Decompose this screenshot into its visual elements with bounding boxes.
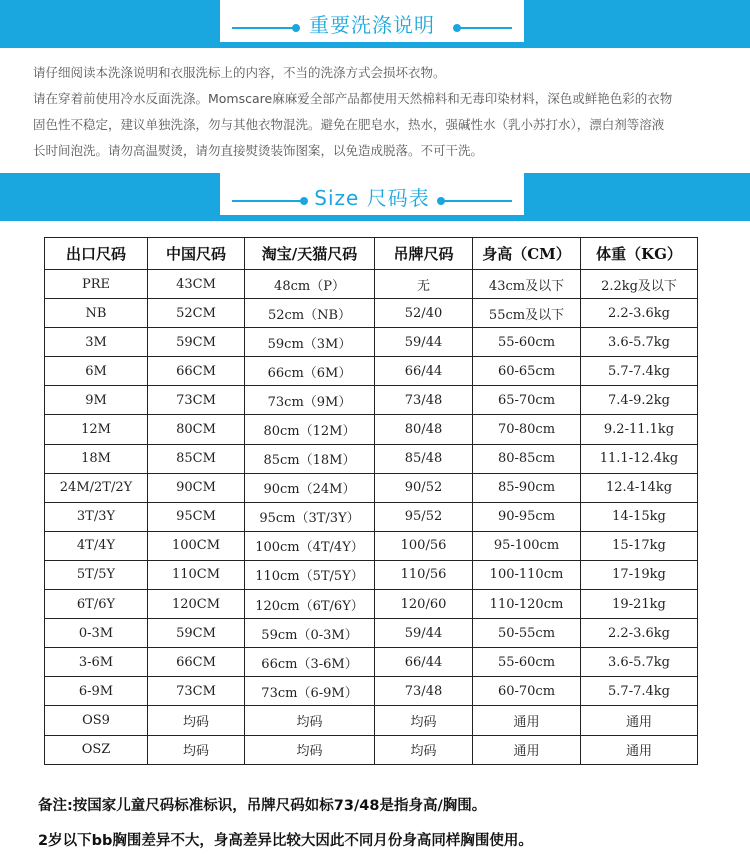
cell-taobao-size: 95cm（3T/3Y） <box>245 502 375 531</box>
cell-tag-size: 66/44 <box>375 648 473 677</box>
cell-china-size: 85CM <box>148 444 245 473</box>
cell-export-size: 3T/3Y <box>45 502 148 531</box>
table-row <box>45 706 698 735</box>
header-export-size: 出口尺码 <box>45 238 148 270</box>
cell-weight: 5.7-7.4kg <box>581 357 698 386</box>
table-row <box>45 270 698 299</box>
banner-plate <box>220 173 524 219</box>
header-china-size: 中国尺码 <box>148 238 245 270</box>
cell-taobao-size: 100cm（4T/4Y） <box>245 531 375 560</box>
cell-tag-size: 90/52 <box>375 473 473 502</box>
cell-export-size: 12M <box>45 415 148 444</box>
header-tag-size: 吊牌尺码 <box>375 238 473 270</box>
cell-weight: 通用 <box>581 735 698 764</box>
section-banner-size <box>0 173 750 221</box>
banner-dotline-right <box>443 200 512 202</box>
cell-weight: 2.2-3.6kg <box>581 619 698 648</box>
cell-taobao-size: 52cm（NB） <box>245 299 375 328</box>
cell-weight: 5.7-7.4kg <box>581 677 698 706</box>
header-taobao-size: 淘宝/天猫尺码 <box>245 238 375 270</box>
footnote-baby-chest: 2岁以下bb胸围差异不大，身高差异比较大因此不同月份身高同样胸围使用。 <box>38 833 533 849</box>
cell-export-size: 3M <box>45 328 148 357</box>
cell-export-size: 6M <box>45 357 148 386</box>
table-row <box>45 357 698 386</box>
cell-taobao-size: 110cm（5T/5Y） <box>245 560 375 589</box>
cell-taobao-size: 59cm（0-3M） <box>245 619 375 648</box>
cell-china-size: 43CM <box>148 270 245 299</box>
cell-china-size: 59CM <box>148 328 245 357</box>
cell-export-size: 9M <box>45 386 148 415</box>
cell-china-size: 66CM <box>148 648 245 677</box>
cell-export-size: PRE <box>45 270 148 299</box>
cell-export-size: OSZ <box>45 735 148 764</box>
section-title-size: Size 尺码表 <box>314 186 430 210</box>
cell-china-size: 59CM <box>148 619 245 648</box>
banner-dotline-right <box>459 27 512 29</box>
cell-tag-size: 110/56 <box>375 560 473 589</box>
cell-taobao-size: 90cm（24M） <box>245 473 375 502</box>
cell-taobao-size: 80cm（12M） <box>245 415 375 444</box>
cell-tag-size: 120/60 <box>375 590 473 619</box>
cell-tag-size: 100/56 <box>375 531 473 560</box>
cell-height: 85-90cm <box>473 473 581 502</box>
banner-dot-left <box>300 197 308 205</box>
section-title-care: 重要洗涤说明 <box>309 13 435 37</box>
cell-china-size: 66CM <box>148 357 245 386</box>
cell-china-size: 80CM <box>148 415 245 444</box>
cell-height: 43cm及以下 <box>473 270 581 299</box>
cell-height: 通用 <box>473 706 581 735</box>
cell-china-size: 90CM <box>148 473 245 502</box>
cell-height: 55cm及以下 <box>473 299 581 328</box>
cell-weight: 2.2kg及以下 <box>581 270 698 299</box>
table-row <box>45 502 698 531</box>
cell-height: 65-70cm <box>473 386 581 415</box>
cell-taobao-size: 均码 <box>245 735 375 764</box>
cell-height: 95-100cm <box>473 531 581 560</box>
table-row <box>45 415 698 444</box>
cell-weight: 17-19kg <box>581 560 698 589</box>
cell-taobao-size: 均码 <box>245 706 375 735</box>
table-row <box>45 386 698 415</box>
cell-taobao-size: 48cm（P） <box>245 270 375 299</box>
banner-dotline-left <box>232 200 302 202</box>
cell-weight: 通用 <box>581 706 698 735</box>
cell-china-size: 95CM <box>148 502 245 531</box>
cell-china-size: 73CM <box>148 386 245 415</box>
cell-weight: 14-15kg <box>581 502 698 531</box>
cell-china-size: 110CM <box>148 560 245 589</box>
cell-tag-size: 73/48 <box>375 677 473 706</box>
cell-taobao-size: 73cm（6-9M） <box>245 677 375 706</box>
cell-export-size: 6T/6Y <box>45 590 148 619</box>
care-line: 请在穿着前使用冷水反面洗涤。Momscare麻麻爱全部产品都使用天然棉料和无毒印染材料，深色或鲜艳色彩的衣物 <box>33 91 673 106</box>
header-weight: 体重（KG） <box>581 238 698 270</box>
table-row <box>45 473 698 502</box>
cell-tag-size: 80/48 <box>375 415 473 444</box>
cell-weight: 9.2-11.1kg <box>581 415 698 444</box>
cell-height: 55-60cm <box>473 328 581 357</box>
cell-tag-size: 无 <box>375 270 473 299</box>
table-row <box>45 531 698 560</box>
cell-china-size: 73CM <box>148 677 245 706</box>
cell-height: 50-55cm <box>473 619 581 648</box>
cell-weight: 3.6-5.7kg <box>581 648 698 677</box>
cell-taobao-size: 66cm（6M） <box>245 357 375 386</box>
cell-china-size: 100CM <box>148 531 245 560</box>
care-line: 请仔细阅读本洗涤说明和衣服洗标上的内容，不当的洗涤方式会损坏衣物。 <box>33 65 446 80</box>
table-row <box>45 648 698 677</box>
cell-export-size: 3-6M <box>45 648 148 677</box>
cell-weight: 19-21kg <box>581 590 698 619</box>
cell-export-size: 4T/4Y <box>45 531 148 560</box>
header-height: 身高（CM） <box>473 238 581 270</box>
cell-china-size: 52CM <box>148 299 245 328</box>
cell-height: 60-70cm <box>473 677 581 706</box>
cell-taobao-size: 66cm（3-6M） <box>245 648 375 677</box>
table-row <box>45 444 698 473</box>
cell-height: 110-120cm <box>473 590 581 619</box>
table-row <box>45 735 698 764</box>
cell-export-size: 5T/5Y <box>45 560 148 589</box>
cell-export-size: 0-3M <box>45 619 148 648</box>
cell-weight: 3.6-5.7kg <box>581 328 698 357</box>
cell-height: 60-65cm <box>473 357 581 386</box>
banner-plate <box>220 0 524 46</box>
section-banner-care <box>0 0 750 48</box>
table-row <box>45 619 698 648</box>
cell-export-size: 6-9M <box>45 677 148 706</box>
table-header-row <box>45 238 698 270</box>
banner-dotline-left <box>232 27 294 29</box>
cell-export-size: NB <box>45 299 148 328</box>
banner-dot-left <box>292 24 300 32</box>
cell-tag-size: 均码 <box>375 735 473 764</box>
table-row <box>45 590 698 619</box>
cell-tag-size: 59/44 <box>375 619 473 648</box>
cell-taobao-size: 120cm（6T/6Y） <box>245 590 375 619</box>
cell-weight: 7.4-9.2kg <box>581 386 698 415</box>
cell-weight: 2.2-3.6kg <box>581 299 698 328</box>
cell-export-size: 24M/2T/2Y <box>45 473 148 502</box>
cell-tag-size: 73/48 <box>375 386 473 415</box>
cell-weight: 15-17kg <box>581 531 698 560</box>
table-row <box>45 560 698 589</box>
care-line: 固色性不稳定，建议单独洗涤，勿与其他衣物混洗。避免在肥皂水，热水，强碱性水（乳小苏打水），漂白剂等溶液 <box>33 117 665 132</box>
cell-tag-size: 59/44 <box>375 328 473 357</box>
table-row <box>45 328 698 357</box>
cell-taobao-size: 85cm（18M） <box>245 444 375 473</box>
cell-china-size: 均码 <box>148 706 245 735</box>
size-table <box>44 237 698 765</box>
care-instructions <box>33 60 723 164</box>
size-table-body <box>45 270 698 765</box>
cell-tag-size: 85/48 <box>375 444 473 473</box>
cell-height: 100-110cm <box>473 560 581 589</box>
table-row <box>45 677 698 706</box>
care-line: 长时间泡洗。请勿高温熨烫，请勿直接熨烫装饰图案，以免造成脱落。不可干洗。 <box>33 143 484 158</box>
cell-tag-size: 52/40 <box>375 299 473 328</box>
cell-height: 80-85cm <box>473 444 581 473</box>
cell-weight: 11.1-12.4kg <box>581 444 698 473</box>
cell-export-size: 18M <box>45 444 148 473</box>
cell-height: 70-80cm <box>473 415 581 444</box>
cell-height: 通用 <box>473 735 581 764</box>
cell-tag-size: 95/52 <box>375 502 473 531</box>
table-row <box>45 299 698 328</box>
cell-china-size: 120CM <box>148 590 245 619</box>
cell-export-size: OS9 <box>45 706 148 735</box>
cell-height: 55-60cm <box>473 648 581 677</box>
footnote-size-standard: 备注:按国家儿童尺码标准标识，吊牌尺码如标73/48是指身高/胸围。 <box>38 798 487 814</box>
cell-weight: 12.4-14kg <box>581 473 698 502</box>
cell-taobao-size: 73cm（9M） <box>245 386 375 415</box>
cell-china-size: 均码 <box>148 735 245 764</box>
cell-taobao-size: 59cm（3M） <box>245 328 375 357</box>
cell-tag-size: 均码 <box>375 706 473 735</box>
cell-tag-size: 66/44 <box>375 357 473 386</box>
cell-height: 90-95cm <box>473 502 581 531</box>
